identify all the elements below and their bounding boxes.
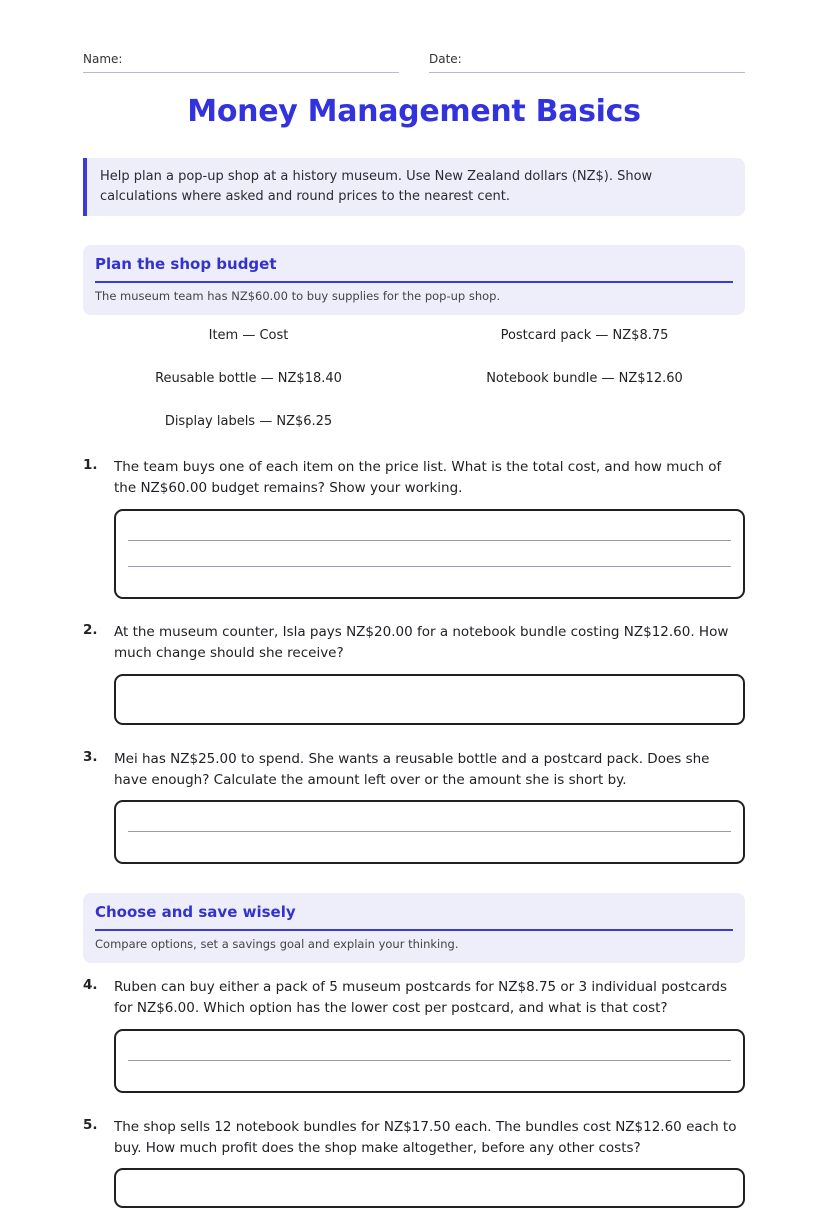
answer-line	[128, 831, 731, 832]
date-label: Date:	[429, 52, 462, 66]
question-text: The team buys one of each item on the price list. What is the total cost, and how much of the NZ$60.00 budget remains? Show your working.	[114, 459, 722, 496]
answer-line	[128, 540, 731, 541]
price-list-header: Item — Cost	[208, 328, 289, 343]
section-description: The museum team has NZ$60.00 to buy supplies for the pop-up shop.	[95, 289, 501, 303]
answer-box[interactable]	[114, 509, 745, 599]
price-item: Reusable bottle — NZ$18.40	[155, 371, 342, 386]
section-title: Choose and save wisely	[95, 903, 296, 921]
answer-box[interactable]	[114, 1029, 745, 1093]
section-choose-save	[83, 893, 745, 963]
question-number: 1.	[83, 457, 98, 473]
question-number: 2.	[83, 622, 98, 638]
answer-line	[128, 1060, 731, 1061]
section-plan-budget	[83, 245, 745, 315]
section-divider	[95, 929, 733, 931]
name-label: Name:	[83, 52, 123, 66]
question-number: 3.	[83, 749, 98, 765]
section-title: Plan the shop budget	[95, 255, 277, 273]
question-number: 5.	[83, 1117, 98, 1133]
answer-box[interactable]	[114, 800, 745, 864]
price-list	[83, 328, 745, 438]
question-text: Mei has NZ$25.00 to spend. She wants a reusable bottle and a postcard pack. Does she have enough? Calculate the amount left over or the amount she is short by.	[114, 751, 710, 788]
answer-box[interactable]	[114, 674, 745, 725]
question-text: Ruben can buy either a pack of 5 museum postcards for NZ$8.75 or 3 individual postcards for NZ$6.00. Which option has the lower cost per postcard, and what is that cost?	[114, 979, 727, 1016]
section-description: Compare options, set a savings goal and explain your thinking.	[95, 937, 459, 951]
question-number: 4.	[83, 977, 98, 993]
price-item: Display labels — NZ$6.25	[164, 414, 333, 429]
question-text: At the museum counter, Isla pays NZ$20.00 for a notebook bundle costing NZ$12.60. How much change should she receive?	[114, 624, 729, 661]
price-item: Postcard pack — NZ$8.75	[500, 328, 669, 343]
price-item: Notebook bundle — NZ$12.60	[486, 371, 683, 386]
name-field[interactable]	[83, 52, 399, 73]
answer-box[interactable]	[114, 1168, 745, 1208]
name-date-row	[83, 52, 745, 74]
section-divider	[95, 281, 733, 283]
question-text: The shop sells 12 notebook bundles for NZ$17.50 each. The bundles cost NZ$12.60 each to buy. How much profit does the shop make altogether, before any other costs?	[114, 1119, 737, 1156]
intro-callout: Help plan a pop-up shop at a history museum. Use New Zealand dollars (NZ$). Show calculations where asked and round prices to the nearest cent.	[83, 158, 745, 216]
page-title: Money Management Basics	[187, 94, 641, 129]
date-field[interactable]	[429, 52, 745, 73]
answer-line	[128, 566, 731, 567]
